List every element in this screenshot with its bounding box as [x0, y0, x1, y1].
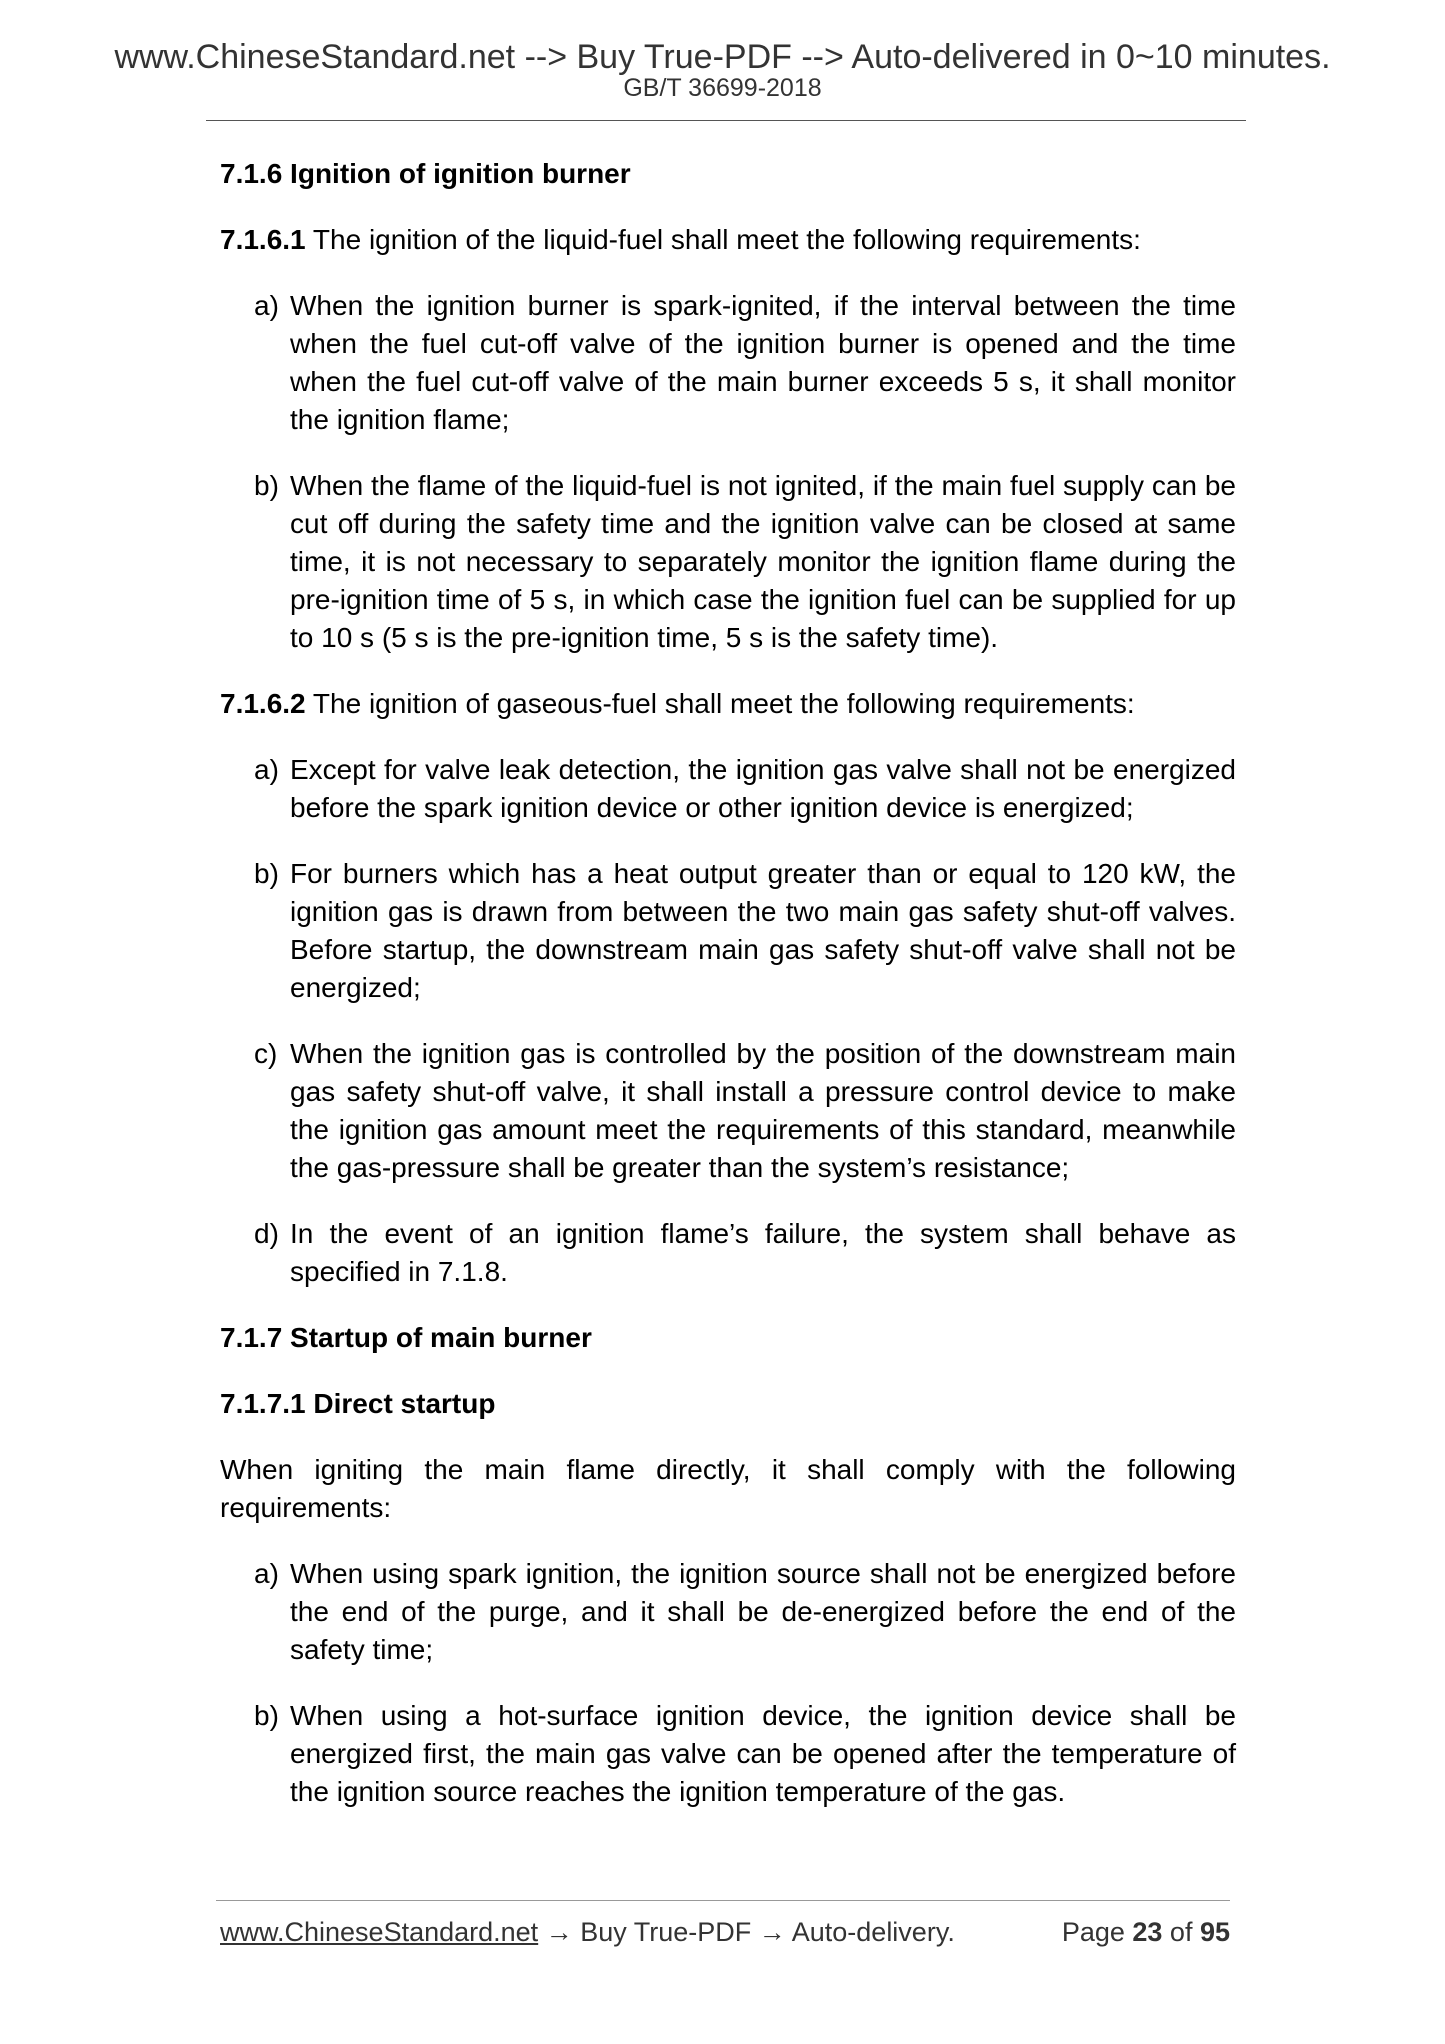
footer-divider — [216, 1900, 1230, 1901]
current-page: 23 — [1132, 1917, 1163, 1947]
list-item-text: In the event of an ignition flame’s failure, the system shall behave as specified in 7.1.8. — [290, 1218, 1236, 1287]
clause-number: 7.1.6.1 — [220, 224, 306, 255]
list-marker: c) — [254, 1038, 278, 1069]
list-item — [220, 1215, 1236, 1291]
list-marker: b) — [254, 858, 279, 889]
standard-code: GB/T 36699-2018 — [623, 74, 822, 102]
list-item-text: When the ignition burner is spark-ignited, if the interval between the time when the fuel cut-off valve of the ignition burner is opened and the time when the fuel cut-off valve of the main burner exceeds 5 s, it shall monitor the ignition flame; — [290, 290, 1236, 435]
list-marker: b) — [254, 1700, 279, 1731]
clause-text: The ignition of gaseous-fuel shall meet the following requirements: — [305, 688, 1135, 719]
clause-text: The ignition of the liquid-fuel shall meet the following requirements: — [305, 224, 1141, 255]
list-item-text: When using spark ignition, the ignition source shall not be energized before the end of the purge, and it shall be de-energized before the end of the safety time; — [290, 1558, 1236, 1665]
header-divider — [206, 120, 1246, 121]
list-item — [220, 467, 1236, 657]
footer-site-link[interactable]: www.ChineseStandard.net — [220, 1917, 539, 1947]
document-body — [220, 155, 1236, 1839]
list-item-text: When using a hot-surface ignition device, the ignition device shall be energized first, the main gas valve can be opened after the temperature of the ignition source reaches the ignition temperature of the gas. — [290, 1700, 1236, 1807]
page-number — [1062, 1917, 1230, 1948]
list-item-text: When the flame of the liquid-fuel is not ignited, if the main fuel supply can be cut off during the safety time and the ignition valve can be closed at same time, it is not necessary to separately monitor the ignition flame during the pre-ignition time of 5 s, in which case the ignition fuel can be supplied for up to 10 s (5 s is the pre-ignition time, 5 s is the safety time). — [290, 470, 1236, 653]
list-item-text: When the ignition gas is controlled by the position of the downstream main gas safety shut-off valve, it shall install a pressure control device to make the ignition gas amount meet the requirements of this standard, meanwhile the gas-pressure shall be greater than the system’s resistance; — [290, 1038, 1236, 1183]
footer-promo-text: → Buy True-PDF → Auto-delivery. — [538, 1917, 955, 1947]
list-item — [220, 1697, 1236, 1811]
list-marker: b) — [254, 470, 279, 501]
list-item — [220, 855, 1236, 1007]
list-item — [220, 287, 1236, 439]
list-item — [220, 751, 1236, 827]
list-item — [220, 1555, 1236, 1669]
heading-7-1-7: 7.1.7 Startup of main burner — [220, 1322, 592, 1353]
list-marker: a) — [254, 290, 279, 321]
list-marker: a) — [254, 1558, 279, 1589]
of-label: of — [1162, 1917, 1200, 1947]
list-item-text: For burners which has a heat output greater than or equal to 120 kW, the ignition gas is drawn from between the two main gas safety shut-off valves. Before startup, the downstream main gas safety shut-off valve shall not be energized; — [290, 858, 1236, 1003]
clause-7-1-6-1 — [220, 221, 1236, 259]
footer-promo — [220, 1917, 955, 1948]
heading-7-1-6: 7.1.6 Ignition of ignition burner — [220, 158, 631, 189]
total-pages: 95 — [1199, 1917, 1230, 1947]
page-label: Page — [1061, 1917, 1133, 1947]
list-item — [220, 1035, 1236, 1187]
list-marker: d) — [254, 1218, 279, 1249]
clause-7-1-6-2 — [220, 685, 1236, 723]
list-marker: a) — [254, 754, 279, 785]
list-item-text: Except for valve leak detection, the ignition gas valve shall not be energized before the spark ignition device or other ignition device is energized; — [290, 754, 1236, 823]
clause-number: 7.1.6.2 — [220, 688, 306, 719]
site-banner: www.ChineseStandard.net --> Buy True-PDF --> Auto-delivered in 0~10 minutes. — [114, 38, 1331, 76]
direct-startup-intro: When igniting the main flame directly, it shall comply with the following requirements: — [220, 1454, 1236, 1523]
heading-7-1-7-1: 7.1.7.1 Direct startup — [220, 1388, 496, 1419]
